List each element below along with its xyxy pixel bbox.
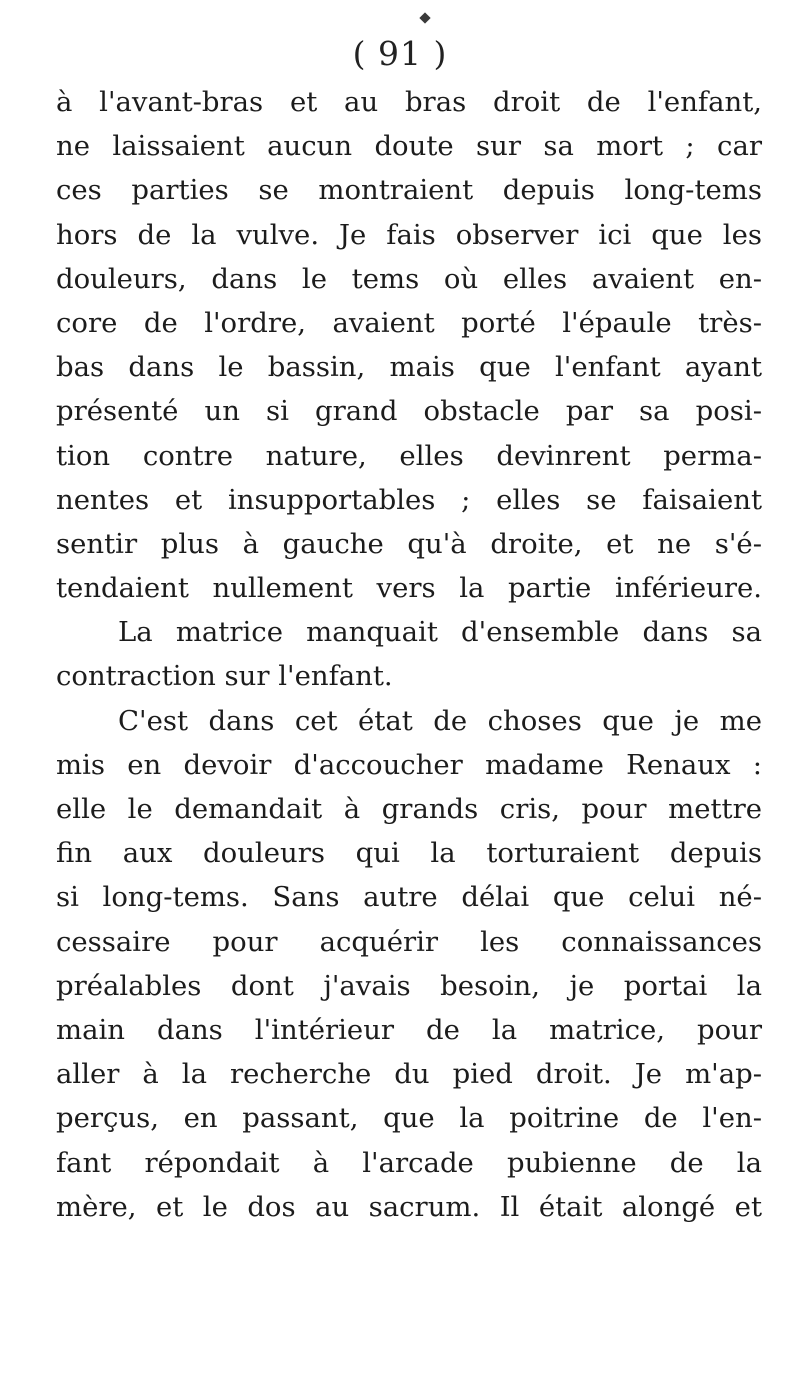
text-line: sentir plus à gauche qu'à droite, et ne s'é- bbox=[56, 527, 762, 560]
text-line: ne laissaient aucun doute sur sa mort ; car bbox=[56, 130, 762, 163]
text-line: fant répondait à l'arcade pubienne de la bbox=[56, 1146, 762, 1179]
text-line: tendaient nullement vers la partie inférieure. bbox=[56, 572, 762, 605]
text-line: mère, et le dos au sacrum. Il était alongé et bbox=[56, 1190, 762, 1223]
text-line: La matrice manquait d'ensemble dans sa bbox=[118, 616, 762, 649]
page-number: ( 91 ) bbox=[352, 34, 448, 73]
text-line: bas dans le bassin, mais que l'enfant ayant bbox=[56, 351, 762, 384]
text-line: fin aux douleurs qui la torturaient depuis bbox=[56, 837, 762, 870]
text-line: aller à la recherche du pied droit. Je m'ap- bbox=[56, 1058, 762, 1091]
text-line: C'est dans cet état de choses que je me bbox=[118, 704, 762, 737]
text-line: cessaire pour acquérir les connaissances bbox=[56, 925, 762, 958]
ornament-mark bbox=[419, 12, 430, 23]
text-line: à l'avant-bras et au bras droit de l'enfant, bbox=[56, 86, 762, 118]
text-line: si long-tems. Sans autre délai que celui né- bbox=[56, 881, 762, 914]
text-line: elle le demandait à grands cris, pour mettre bbox=[56, 793, 762, 825]
text-line: mis en devoir d'accoucher madame Renaux : bbox=[56, 748, 762, 781]
text-line: perçus, en passant, que la poitrine de l'en- bbox=[56, 1102, 762, 1135]
text-line: ces parties se montraient depuis long-tems bbox=[56, 174, 762, 207]
text-line: préalables dont j'avais besoin, je portai la bbox=[56, 969, 762, 1002]
text-line: core de l'ordre, avaient porté l'épaule très- bbox=[56, 306, 762, 339]
text-line: contraction sur l'enfant. bbox=[56, 660, 393, 693]
text-line: présenté un si grand obstacle par sa posi- bbox=[56, 395, 762, 428]
text-line: main dans l'intérieur de la matrice, pour bbox=[56, 1013, 762, 1046]
text-line: douleurs, dans le tems où elles avaient en- bbox=[56, 262, 762, 295]
body-text bbox=[56, 80, 762, 1229]
text-line: hors de la vulve. Je fais observer ici que les bbox=[56, 218, 762, 251]
text-line: tion contre nature, elles devinrent perma- bbox=[56, 439, 762, 472]
text-line: nentes et insupportables ; elles se faisaient bbox=[56, 483, 762, 516]
